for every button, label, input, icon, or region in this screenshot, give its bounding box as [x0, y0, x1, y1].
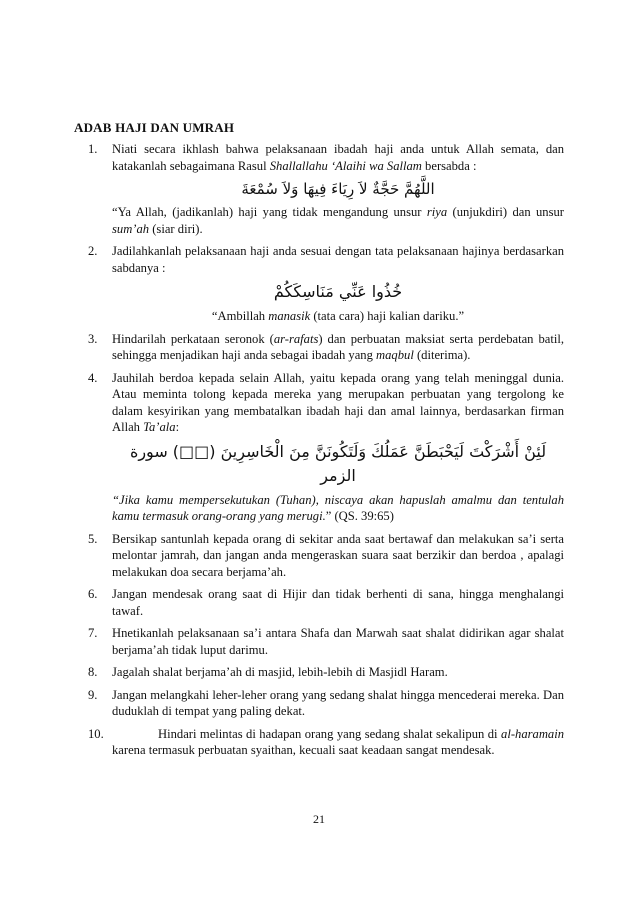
item-text: Hnetikanlah pelaksanaan sa’i antara Shafa dan Marwah saat shalat didirikan agar shalat berjama’ah tidak luput darimu.: [112, 626, 564, 657]
item-text: Jangan mendesak orang saat di Hijir dan tidak berhenti di sana, hingga menghalangi tawaf.: [112, 587, 564, 618]
page-number: 21: [313, 812, 325, 826]
list-item-4: [88, 370, 564, 525]
list-item-1: [88, 141, 564, 237]
adab-list: [88, 141, 564, 765]
item-number: 7.: [88, 626, 98, 640]
item-text: Hindari melintas di hadapan orang yang sedang shalat sekalipun di al-haramain karena termasuk perbuatan syaithan, kecuali saat keadaan sangat mendesak.: [112, 726, 564, 757]
item-number: 2.: [88, 244, 98, 258]
item-text: Niati secara ikhlash bahwa pelaksanaan ibadah haji anda untuk Allah semata, dan katakanlah sebagaimana Rasul Shallallahu ‘Alaihi wa Sallam bersabda :: [112, 142, 564, 173]
translation-quote: “Ya Allah, (jadikanlah) haji yang tidak mengandung unsur riya (unjukdiri) dan unsur sum’ah (siar diri).: [112, 205, 564, 236]
item-number: 9.: [88, 687, 98, 702]
item-text: Jagalah shalat berjama’ah di masjid, lebih-lebih di Masjidl Haram.: [112, 665, 448, 679]
item-text: Jadilahkanlah pelaksanaan haji anda sesuai dengan tata pelaksanaan hajinya berdasarkan sabdanya :: [112, 244, 564, 275]
list-item-8: [88, 664, 564, 681]
item-text: Jangan melangkahi leher-leher orang yang sedang shalat hingga mencederai mereka. Dan duduklah di tempat yang paling dekat.: [112, 687, 564, 718]
list-item-6: [88, 586, 564, 619]
item-text: Hindarilah perkataan seronok (ar-rafats) dan perbuatan maksiat serta perdebatan batil, sehingga menjadikan haji anda sebagai ibadah yang maqbul (diterima).: [112, 331, 564, 362]
item-text: Jauhilah berdoa kepada selain Allah, yaitu kepada orang yang telah meninggal dunia. Atau meminta tolong kepada mereka yang merupakan perbuatan yang tergolong ke dalam kesyirikan yang membatalkan ibadah haji dan amal lainnya, berdasarkan firman Allah Ta’ala:: [112, 370, 564, 434]
list-item-5: [88, 531, 564, 581]
item-number: 3.: [88, 331, 98, 346]
list-item-2: [88, 243, 564, 325]
item-number: 10.: [88, 726, 104, 741]
list-item-9: [88, 687, 564, 720]
page-title: ADAB HAJI DAN UMRAH: [74, 120, 235, 135]
list-item-3: [88, 331, 564, 364]
item-text: Bersikap santunlah kepada orang di sekitar anda saat bertawaf dan melakukan sa’i serta melontar jamrah, dan jangan anda mengeraskan suara saat berzikir dan berdoa , apalagi melakukan doa secara berjama’ah.: [112, 531, 564, 579]
item-number: 1.: [88, 142, 98, 156]
list-item-7: [88, 625, 564, 658]
item-number: 8.: [88, 665, 98, 679]
item-number: 4.: [88, 370, 98, 385]
arabic-verse: لَئِنْ أَشْرَكْتَ لَيَحْبَطَنَّ عَمَلُكَ وَلَتَكُونَنَّ مِنَ الْخَاسِرِينَ (□□) سورة الزمر: [129, 441, 547, 485]
translation-quote: “Jika kamu mempersekutukan (Tuhan), niscaya akan hapuslah amalmu dan tentulah kamu termasuk orang-orang yang merugi.” (QS. 39:65): [112, 492, 564, 523]
item-number: 5.: [88, 531, 98, 546]
arabic-hadith: خُذُوا عَنِّي مَنَاسِكَكُمْ: [273, 282, 403, 301]
translation-quote: “Ambillah manasik (tata cara) haji kalian dariku.”: [211, 309, 465, 323]
list-item-10: [88, 726, 564, 759]
arabic-hadith: اللَّهُمَّ حَجَّةٌ لاَ رِيَاءَ فِيهَا وَلاَ سُمْعَةَ: [241, 180, 435, 198]
item-number: 6.: [88, 587, 98, 601]
